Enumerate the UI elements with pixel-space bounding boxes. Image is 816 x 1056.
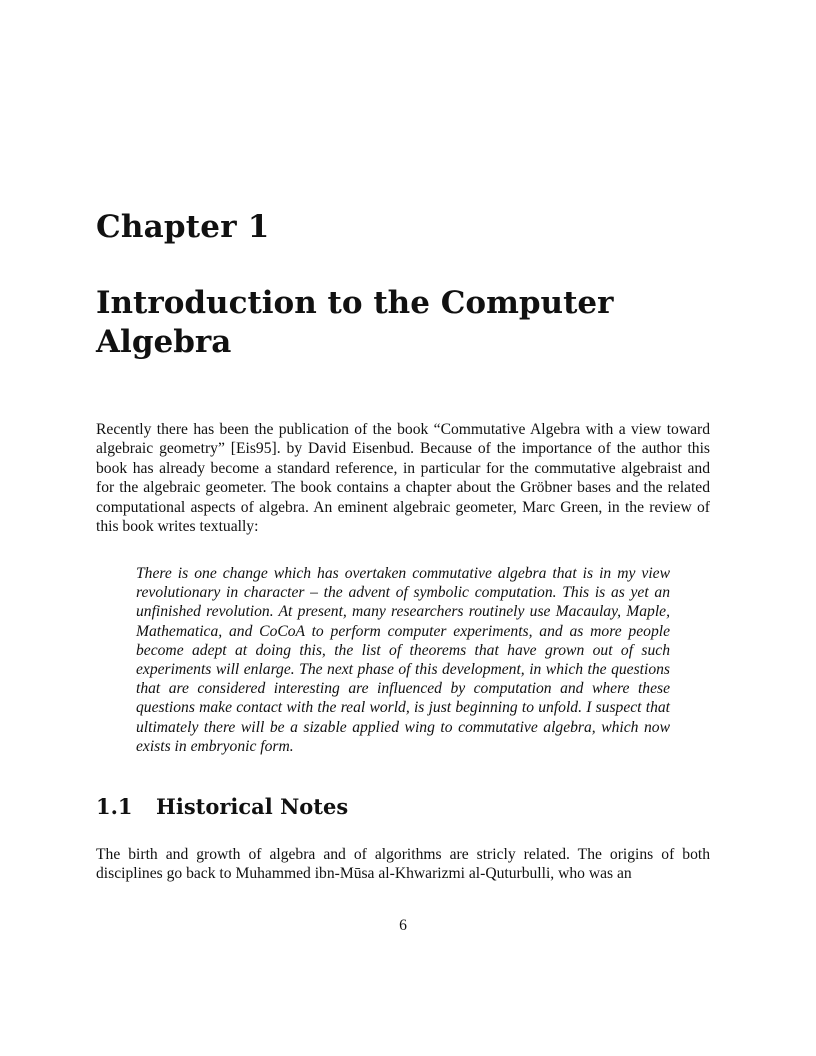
- section-title: Historical Notes: [156, 794, 349, 819]
- page-number: 6: [399, 917, 407, 934]
- document-page: [96, 0, 710, 1056]
- chapter-label: Chapter 1: [96, 209, 270, 245]
- intro-paragraph: Recently there has been the publication of the book “Commutative Algebra with a view toward algebraic geometry” [Eis95]. by David Eisenbud. Because of the importance of the author this book has already become a standard reference, in particular for the commutative algebraist and for the algebraic geometer. The book contains a chapter about the Gröbner bases and the related computational aspects of algebra. An eminent algebraic geometer, Marc Green, in the review of this book writes textually:: [96, 421, 710, 536]
- historical-notes-paragraph: The birth and growth of algebra and of algorithms are stricly related. The origins of both disciplines go back to Muhammed ibn-Mūsa al-Khwarizmi al-Quturbulli, who was an: [96, 846, 710, 883]
- section-heading: [96, 793, 348, 821]
- quotation-block: There is one change which has overtaken commutative algebra that is in my view revolutionary in character – the advent of symbolic computation. This is as yet an unfinished revolution. At present, many researchers routinely use Macaulay, Maple, Mathematica, and CoCoA to perform computer experiments, and as more people become adept at doing this, the list of theorems that have grown out of such experiments will enlarge. The next phase of this development, in which the questions that are considered interesting are influenced by computation and where these questions make contact with the real world, is just beginning to unfold. I suspect that ultimately there will be a sizable applied wing to commutative algebra, which now exists in embryonic form.: [136, 565, 670, 755]
- section-number: 1.1: [96, 794, 133, 819]
- chapter-title: Introduction to the Computer Algebra: [96, 285, 614, 360]
